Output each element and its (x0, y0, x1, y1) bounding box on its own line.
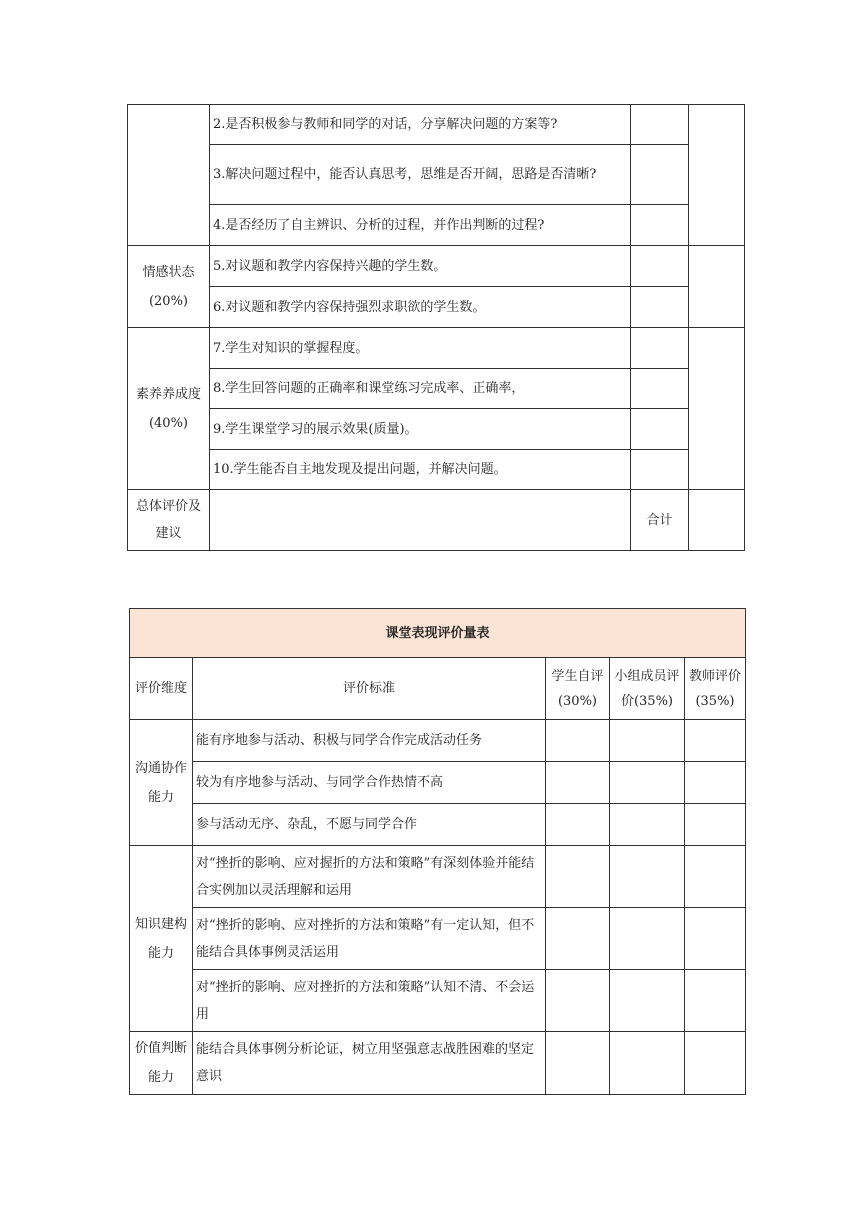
dimension-cell-empty (128, 105, 210, 246)
table-row (130, 970, 746, 1032)
score-cell (631, 287, 689, 328)
criterion-cell: 2.是否积极参与教师和同学的对话，分享解决问题的方案等? (210, 105, 631, 145)
table-title: 课堂表现评价量表 (130, 609, 746, 658)
table-row (130, 720, 746, 762)
score-cell (631, 450, 689, 490)
classroom-performance-table (129, 608, 746, 1095)
summary-row (128, 490, 745, 551)
group-score-cell (610, 846, 685, 908)
group-score-cell (610, 804, 685, 846)
table-row (128, 369, 745, 409)
weighted-score-cell (689, 246, 745, 328)
dimension-weight: (20%) (148, 293, 189, 309)
evaluation-table-continued (127, 104, 745, 551)
criterion-cell: 3.解决问题过程中，能否认真思考，思维是否开阔，思路是否清晰? (210, 145, 631, 205)
score-cell (631, 246, 689, 287)
criterion-cell: 6.对议题和教学内容保持强烈求职欲的学生数。 (210, 287, 631, 328)
dimension-cell: 沟通协作能力 (130, 720, 193, 846)
dimension-cell: 知识建构能力 (130, 846, 193, 1032)
group-score-cell (610, 970, 685, 1032)
score-cell (631, 328, 689, 369)
self-score-cell (546, 1032, 610, 1095)
score-cell (631, 205, 689, 246)
criterion-cell: 8.学生回答问题的正确率和课堂练习完成率、正确率， (210, 369, 631, 409)
teacher-score-cell (685, 908, 746, 970)
criterion-cell: 对“挫折的影响、应对握折的方法和策略”有深刻体验并能结合实例加以灵活理解和运用 (193, 846, 546, 908)
header-criteria: 评价标准 (193, 658, 546, 720)
teacher-score-cell (685, 804, 746, 846)
dimension-cell (128, 328, 210, 490)
table-row (128, 205, 745, 246)
header-dimension: 评价维度 (130, 658, 193, 720)
header-group: 小组成员评价(35%) (610, 658, 685, 720)
total-cell (689, 490, 745, 551)
table-row (128, 409, 745, 450)
criterion-cell: 4.是否经历了自主辨识、分析的过程，并作出判断的过程? (210, 205, 631, 246)
table-row (130, 804, 746, 846)
criterion-cell: 7.学生对知识的掌握程度。 (210, 328, 631, 369)
self-score-cell (546, 762, 610, 804)
group-score-cell (610, 1032, 685, 1095)
table-title-row (130, 609, 746, 658)
summary-label: 总体评价及建议 (128, 490, 210, 551)
weighted-score-cell (689, 328, 745, 490)
group-score-cell (610, 908, 685, 970)
criterion-cell: 能有序地参与活动、积极与同学合作完成活动任务 (193, 720, 546, 762)
criterion-cell: 较为有序地参与活动、与同学合作热情不高 (193, 762, 546, 804)
header-teacher: 教师评价(35%) (685, 658, 746, 720)
teacher-score-cell (685, 762, 746, 804)
table-row (128, 105, 745, 145)
score-cell (631, 105, 689, 145)
group-score-cell (610, 720, 685, 762)
score-cell (631, 145, 689, 205)
group-score-cell (610, 762, 685, 804)
table-row (128, 287, 745, 328)
weighted-score-cell (689, 105, 745, 246)
dimension-label: 情感状态 (142, 264, 195, 280)
table-row (130, 762, 746, 804)
criterion-cell: 能结合具体事例分析论证，树立用坚强意志战胜困难的坚定意识 (193, 1032, 546, 1095)
header-self: 学生自评(30%) (546, 658, 610, 720)
criterion-cell: 9.学生课堂学习的展示效果(质量)。 (210, 409, 631, 450)
teacher-score-cell (685, 720, 746, 762)
table-row (128, 450, 745, 490)
dimension-weight: (40%) (148, 415, 189, 431)
dimension-cell (128, 246, 210, 328)
table-row (128, 328, 745, 369)
teacher-score-cell (685, 970, 746, 1032)
total-label: 合计 (631, 490, 689, 551)
table-row (130, 908, 746, 970)
table-row (128, 145, 745, 205)
score-cell (631, 409, 689, 450)
teacher-score-cell (685, 846, 746, 908)
header-row (130, 658, 746, 720)
table-row (130, 846, 746, 908)
score-cell (631, 369, 689, 409)
self-score-cell (546, 804, 610, 846)
summary-cell (210, 490, 631, 551)
table-row (130, 1032, 746, 1095)
criterion-cell: 对“挫折的影响、应对挫折的方法和策略”认知不清、不会运用 (193, 970, 546, 1032)
dimension-label: 素养养成度 (135, 386, 201, 402)
dimension-cell: 价值判断能力 (130, 1032, 193, 1095)
criterion-cell: 5.对议题和教学内容保持兴趣的学生数。 (210, 246, 631, 287)
criterion-cell: 10.学生能否自主地发现及提出问题，并解决问题。 (210, 450, 631, 490)
table-row (128, 246, 745, 287)
self-score-cell (546, 846, 610, 908)
self-score-cell (546, 970, 610, 1032)
teacher-score-cell (685, 1032, 746, 1095)
criterion-cell: 对“挫折的影响、应对挫折的方法和策略”有一定认知，但不能结合具体事例灵活运用 (193, 908, 546, 970)
self-score-cell (546, 908, 610, 970)
self-score-cell (546, 720, 610, 762)
criterion-cell: 参与活动无序、杂乱，不愿与同学合作 (193, 804, 546, 846)
